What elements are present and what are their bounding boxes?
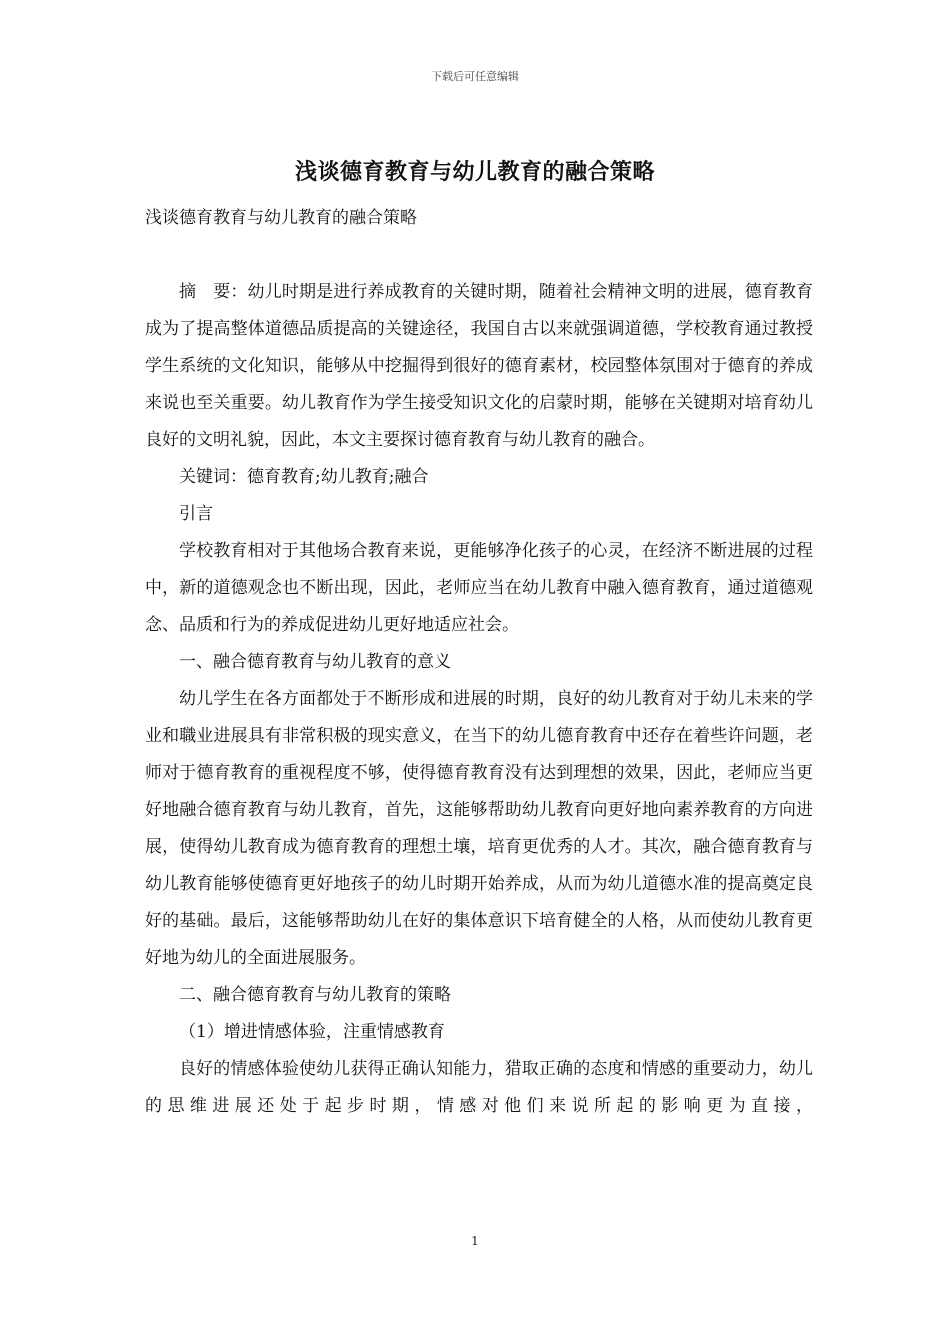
document-body [145,274,813,1125]
page-number: 1 [471,1234,479,1248]
section-1-heading: 一、融合德育教育与幼儿教育的意义 [179,652,451,672]
introduction-paragraph: 学校教育相对于其他场合教育来说，更能够净化孩子的心灵，在经济不断进展的过程中，新的道德观念也不断出现，因此，老师应当在幼儿教育中融入德育教育，通过道德观念、品质和行为的养成促进幼儿更好地适应社会。 [145,541,813,635]
header-note: 下载后可任意编辑 [431,70,519,83]
subsection-2-1-heading: （1）增进情感体验，注重情感教育 [179,1022,445,1042]
document-title: 浅谈德育教育与幼儿教育的融合策略 [294,159,655,185]
document-subtitle: 浅谈德育教育与幼儿教育的融合策略 [145,208,417,228]
abstract-paragraph: 摘 要：幼儿时期是进行养成教育的关键时期，随着社会精神文明的进展，德育教育成为了提高整体道德品质提高的关键途径，我国自古以来就强调道德，学校教育通过教授学生系统的文化知识，能够从中挖掘得到很好的德育素材，校园整体氛围对于德育的养成来说也至关重要。幼儿教育作为学生接受知识文化的启蒙时期，能够在关键期对培育幼儿良好的文明礼貌，因此，本文主要探讨德育教育与幼儿教育的融合。 [145,282,813,450]
keywords-paragraph: 关键词：德育教育;幼儿教育;融合 [179,467,429,487]
section-2-heading: 二、融合德育教育与幼儿教育的策略 [179,985,451,1005]
subsection-2-1-paragraph: 良好的情感体验使幼儿获得正确认知能力，猎取正确的态度和情感的重要动力，幼儿的思维进展还处于起步时期，情感对他们来说所起的影响更为直接， [145,1059,813,1116]
section-1-paragraph: 幼儿学生在各方面都处于不断形成和进展的时期，良好的幼儿教育对于幼儿未来的学业和職业进展具有非常积极的现实意义，在当下的幼儿德育教育中还存在着些许问题，老师对于德育教育的重视程度不够，使得德育教育没有达到理想的效果，因此，老师应当更好地融合德育教育与幼儿教育，首先，这能够帮助幼儿教育向更好地向素养教育的方向进展，使得幼儿教育成为德育教育的理想土壤，培育更优秀的人才。其次，融合德育教育与幼儿教育能够使德育更好地孩子的幼儿时期开始养成，从而为幼儿道德水准的提高奠定良好的基础。最后，这能够帮助幼儿在好的集体意识下培育健全的人格，从而使幼儿教育更好地为幼儿的全面进展服务。 [145,689,813,968]
introduction-heading: 引言 [179,504,213,524]
